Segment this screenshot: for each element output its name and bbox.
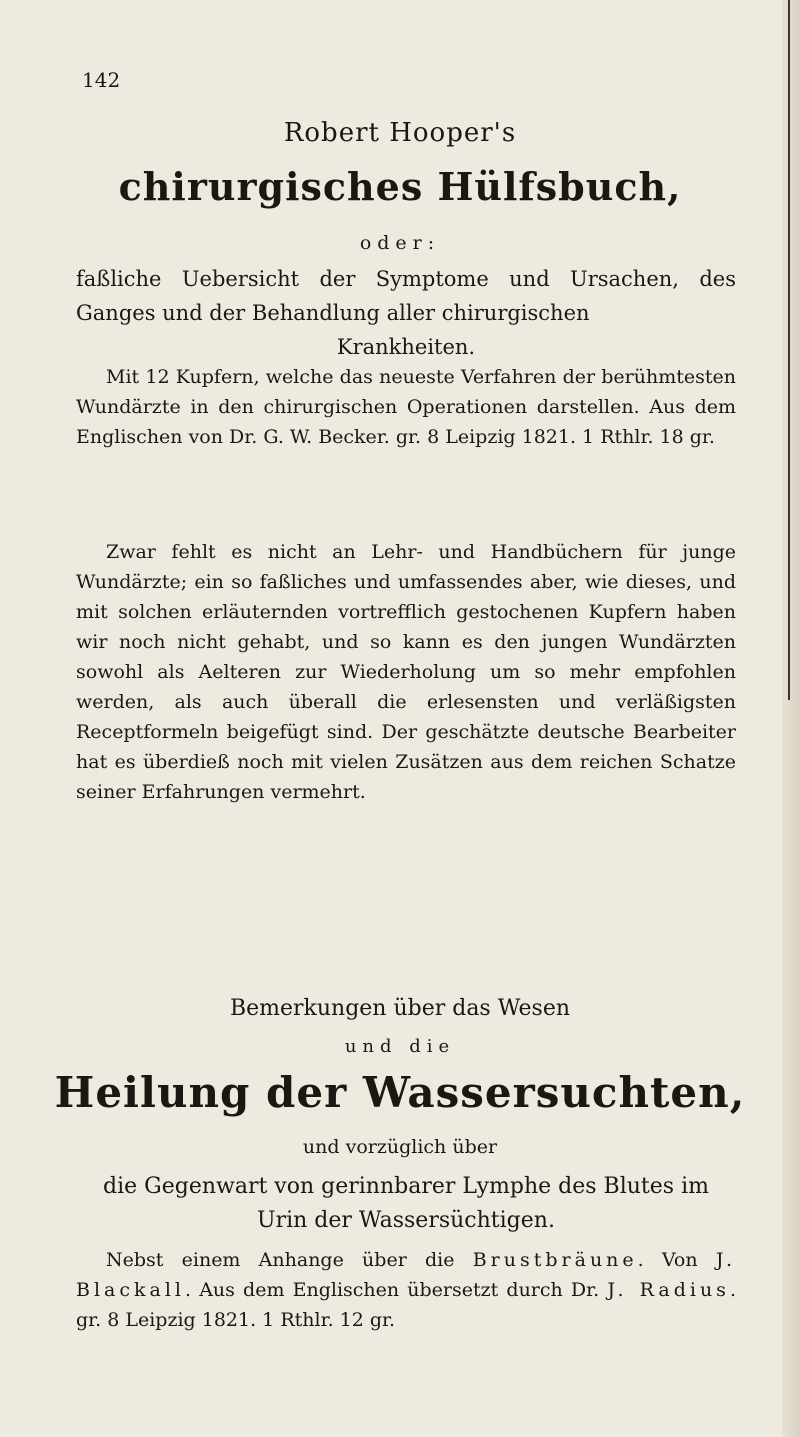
entry2-paragraph-spaced-3: J. Radius — [607, 1279, 730, 1301]
section-divider — [76, 950, 736, 951]
entry1-subtitle-line2: Krankheiten. — [336, 335, 476, 359]
entry2-paragraph-part-b: . Von — [637, 1249, 698, 1271]
entry1-oder: oder: — [359, 232, 441, 254]
entry2-paragraph-part-a: Nebst einem Anhange über die — [106, 1249, 455, 1271]
entry1-author: Robert Hooper's — [283, 118, 517, 148]
entry1-paragraph-2: Zwar fehlt es nicht an Lehr- und Handbüchern für junge Wundärzte; ein so faßliches und umfassendes aber, wie dieses, und mit solchen erläuternden vortrefflich gestochenen Kupfern haben wir noch nicht gehabt, und so kann es den jungen Wundärzten sowohl als Aelteren zur Wiederholung um so mehr empfohlen werden, als auch überall die erlesensten und verläßigsten Receptformeln beigefügt sind. Der geschätzte deutsche Bearbeiter hat es überdieß noch mit vielen Zusätzen aus dem reichen Schatze seiner Erfahrungen vermehrt. — [76, 541, 736, 803]
entry2-subtitle-1: und vorzüglich über — [302, 1136, 498, 1158]
entry2-subtitle-2: die Gegenwart von gerinnbarer Lymphe des Blutes im Urin der Wassersüchtigen. — [103, 1174, 709, 1233]
page-number: 142 — [82, 68, 121, 92]
entry2-paragraph-spaced-2: J. Blackall — [76, 1249, 736, 1301]
entry2-heading: Bemerkungen über das Wesen — [229, 996, 571, 1021]
entry2-paragraph-part-d: . gr. 8 Leipzig 1821. 1 Rthlr. 12 gr. — [76, 1279, 736, 1331]
entry1-subtitle — [76, 262, 736, 364]
entry2-paragraph — [76, 1245, 736, 1335]
entry2-paragraph-part-c: . Aus dem Englischen übersetzt durch Dr. — [185, 1279, 600, 1301]
entry1-subtitle-line1: faßliche Uebersicht der Symptome und Ursachen, des Ganges und der Behandlung aller chirurgischen — [76, 267, 736, 325]
page-edge — [782, 0, 800, 1437]
entry1-paragraph-1: Mit 12 Kupfern, welche das neueste Verfahren der berühmtesten Wundärzte in den chirurgischen Operationen darstellen. Aus dem Englischen von Dr. G. W. Becker. gr. 8 Leipzig 1821. 1 Rthlr. 18 gr. — [76, 366, 736, 448]
page-edge-shadow — [788, 0, 790, 700]
entry1-title: chirurgisches Hülfsbuch, — [118, 164, 682, 209]
entry2-paragraph-spaced-1: Brustbräune — [472, 1249, 638, 1271]
entry2-und-die: und die — [344, 1036, 456, 1057]
entry2-title: Heilung der Wassersuchten, — [54, 1068, 746, 1117]
